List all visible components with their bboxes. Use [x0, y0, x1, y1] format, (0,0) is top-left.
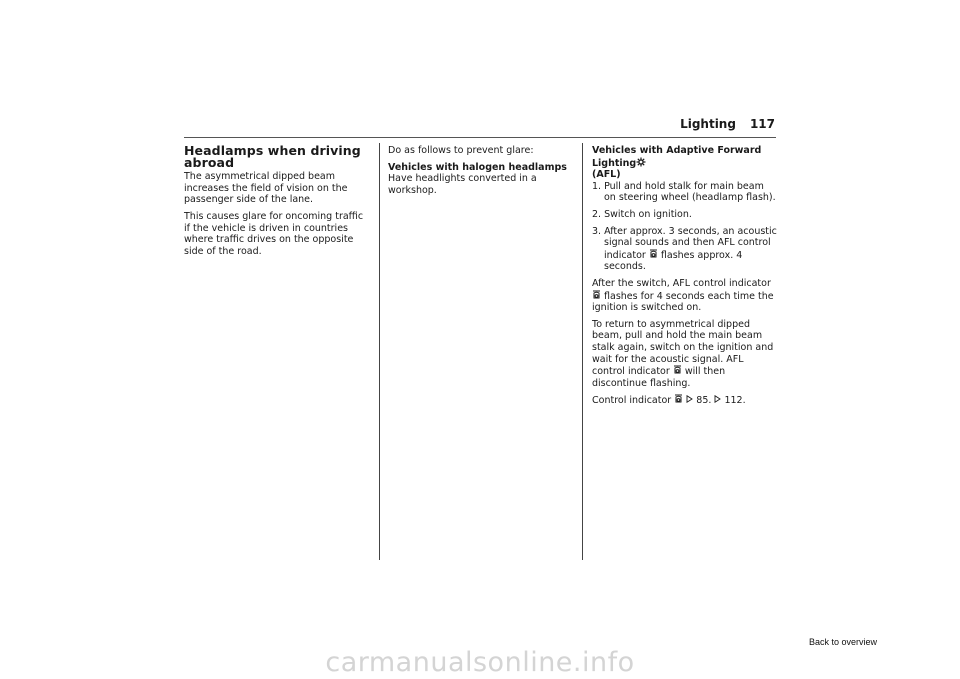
paragraph — [592, 319, 778, 390]
afl-indicator-icon — [674, 394, 683, 404]
paragraph: This causes glare for oncoming traffic if the vehicle is driven in countries where traffic drives on the opposite side of the road. — [184, 210, 364, 257]
back-to-overview-link[interactable]: Back to overview — [808, 637, 877, 647]
page-header — [680, 117, 775, 131]
paragraph — [592, 394, 778, 407]
return-text-a: To return to asymmetrical dipped beam, pull and hold the main beam stalk again, switch on the ignition and wait for the acoustic signal. AFL control indicator — [592, 318, 774, 378]
step3-text-b: flashes approx. 4 seconds. — [604, 249, 743, 273]
column-divider-1 — [379, 143, 380, 560]
subheading: Vehicles with halogen headlamps — [388, 161, 567, 173]
watermark: carmanualsonline.info — [325, 647, 635, 678]
afl-heading-text: Vehicles with Adaptive Forward Lighting — [592, 145, 762, 169]
column-1 — [184, 145, 370, 262]
header-title: Lighting — [680, 117, 736, 131]
section-heading: Headlamps when driving abroad — [184, 143, 361, 170]
afl-indicator-icon — [649, 249, 658, 259]
paragraph: Do as follows to prevent glare: — [388, 145, 534, 156]
afl-indicator-icon — [592, 290, 601, 300]
afl-indicator-icon — [673, 365, 682, 375]
subheading — [592, 145, 778, 181]
arrow-right-icon[interactable] — [686, 395, 693, 403]
paragraph — [592, 278, 778, 314]
return-text-b: will then discontinue flashing. — [592, 366, 726, 389]
afl-heading-suffix: (AFL) — [592, 169, 621, 181]
page-number: 117 — [749, 117, 775, 131]
header-divider — [184, 137, 776, 138]
after-switch-text-a: After the switch, AFL control indicator — [592, 277, 771, 289]
after-switch-text-b: flashes for 4 seconds each time the ignition is switched on. — [592, 290, 774, 314]
list-item — [592, 226, 778, 273]
control-indicator-label: Control indicator — [592, 395, 672, 407]
column-2 — [388, 145, 574, 201]
afl-symbol-icon — [636, 157, 646, 167]
list-item: 1. Pull and hold stalk for main beam on steering wheel (headlamp flash). — [592, 180, 776, 204]
page-reference[interactable]: 85. — [696, 395, 712, 407]
page-reference[interactable]: 112. — [724, 395, 746, 407]
arrow-right-icon[interactable] — [714, 395, 721, 403]
paragraph: Have headlights converted in a workshop. — [388, 173, 537, 196]
step3-text-a: 3. After approx. 3 seconds, an acoustic signal sounds and then AFL control indicator — [592, 225, 777, 261]
paragraph: The asymmetrical dipped beam increases the field of vision on the passenger side of the lane. — [184, 171, 348, 206]
list-item: 2. Switch on ignition. — [592, 208, 692, 220]
column-3 — [592, 145, 778, 412]
column-divider-2 — [582, 143, 583, 560]
